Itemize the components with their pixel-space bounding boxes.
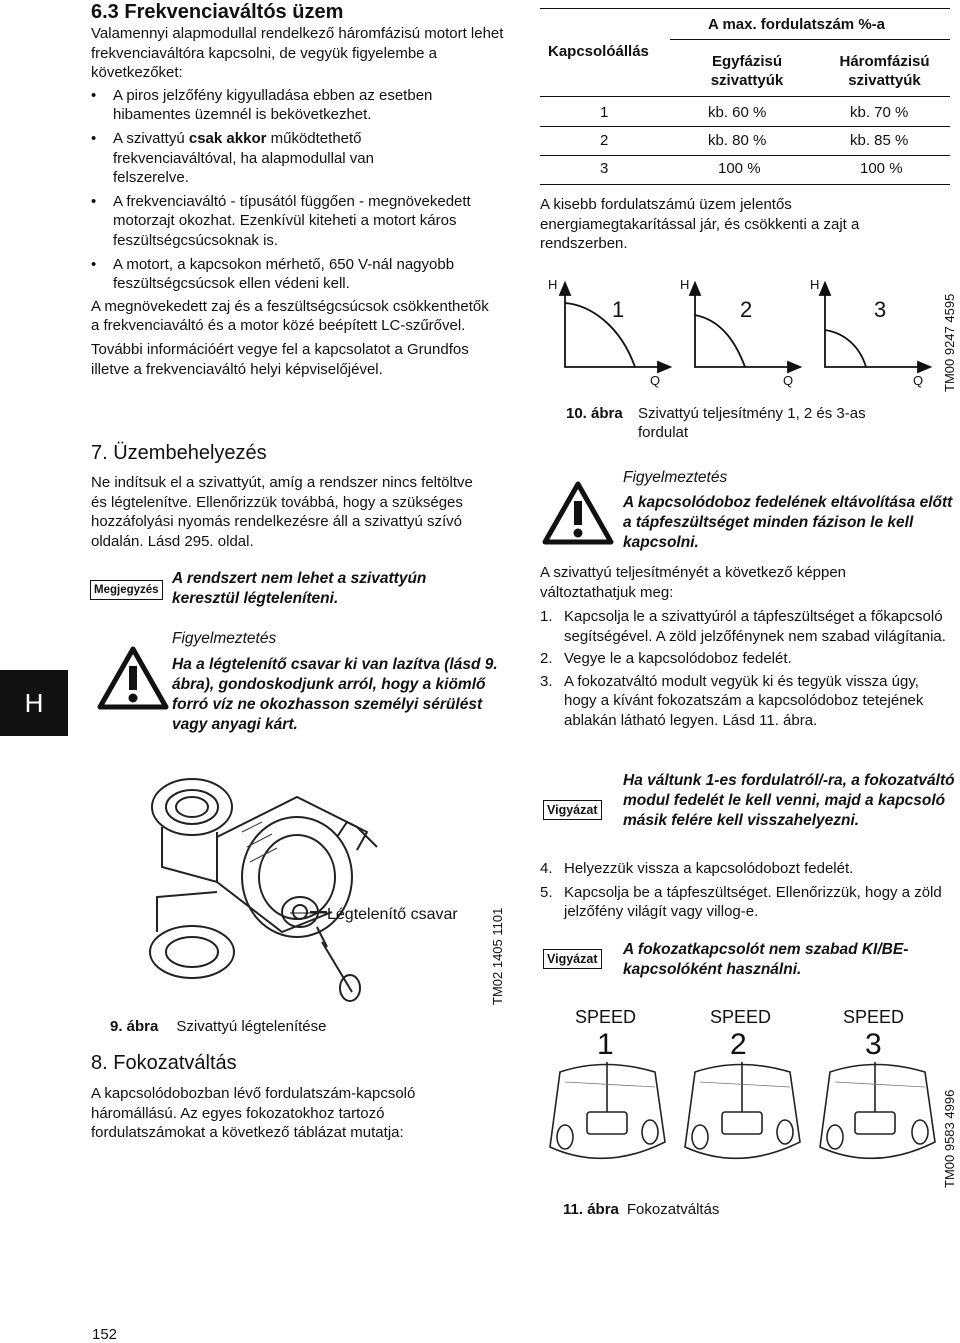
step-5-text: Kapcsolja be a tápfeszültséget. Ellenőrizzük, hogy a zöld jelzőfény világít vagy villog-e. [564,883,942,921]
hq-curves-axes [540,275,940,400]
curve1-h-label: H [548,277,558,292]
table-row [540,104,950,128]
bullet-1: • A piros jelzőfény kigyulladása ebben az esetben hibamentes üzemnél is bekövetkezhet. [91,86,503,125]
step-2-text: Vegye le a kapcsolódoboz fedelét. [564,650,792,668]
speed-switch-boxes [545,1062,940,1182]
callout-line [290,903,330,923]
curve1-q-label: Q [650,373,661,388]
table-cell: 2 [600,132,609,149]
warning-triangle-icon [97,646,169,710]
steps-intro: A szivattyú teljesítményét a következő képpen változtathatjuk meg: [540,564,846,601]
step-2 [540,649,955,669]
fig9-caption [110,1017,326,1036]
note-label: Megjegyzés [90,580,163,600]
curve3-h-label: H [810,277,820,292]
speed-number-1: 1 [597,1028,614,1061]
warning-text-2: A kapcsolódoboz fedelének eltávolítása előtt a tápfeszültséget minden fázison le kell kapcsolni. [623,494,953,551]
speed-label-1: SPEED [575,1007,637,1027]
section-7-body: Ne indítsuk el a szivattyút, amíg a rendszer nincs feltöltve és légtelenítve. Ellenőrizzük továbbá, hogy a szükséges hozzáfolyási nyomás rendelkezésre áll a szivattyú szívó oldalán. Lásd 295. oldal. [91,474,473,550]
caution-text-2: A fokozatkapcsolót nem szabad KI/BE-kapcsolóként használni. [623,941,909,978]
table-cell: 3 [600,160,609,177]
bullet-4: • A motort, a kapcsokon mérhető, 650 V-nál nagyobb feszültségcsúcsok ellen védeni kell. [91,255,498,294]
bullet-2-pre: A szivattyú [113,129,189,147]
section-8-title: 8. Fokozatváltás [91,1052,237,1074]
caution-text-1: Ha váltunk 1-es fordulatról/-ra, a fokozatváltó modul fedelét le kell venni, majd a kapcsoló másik felére kell visszahelyezni. [623,772,955,829]
speed-number-3: 3 [865,1028,882,1061]
table-row [540,132,950,156]
fig11-number: 11. ábra [563,1201,619,1218]
table-group-header: A max. fordulatszám %-a [708,16,885,33]
curve2-q-label: Q [783,373,794,388]
curve1-number: 1 [612,297,625,322]
table-col3-header: Háromfázisú szivattyúk [839,53,930,89]
steps-list-2 [540,859,955,922]
step-4-number: 4. [540,860,553,877]
curve3-number: 3 [874,297,887,322]
section-6-3-body [91,24,511,379]
table-col2-header: Egyfázisú szivattyúk [710,53,784,89]
bullet-3: • A frekvenciaváltó - típusától függően - megnövekedett motorzajt okozhat. Ezenkívül kiteheti a motort káros feszültségcsúcsoknak is. [91,192,498,251]
warning-title: Figyelmeztetés [172,630,277,647]
fig11-code: TM00 9583 4996 [942,1089,957,1188]
step-4-text: Helyezzük vissza a kapcsolódobozt fedelét. [564,860,854,877]
curve2-h-label: H [680,277,690,292]
page-number: 152 [92,1326,118,1343]
fig11-caption [563,1200,719,1219]
step-1 [540,607,955,646]
pump-venting-illustration [122,752,462,1002]
bullet-2-bold: csak akkor [188,129,267,147]
table-cell: kb. 85 % [850,132,909,149]
section-6-3-title: 6.3 Frekvenciaváltós üzem [91,1,344,23]
speed-switch-figure [545,1002,940,1182]
language-tab: H [0,670,68,736]
table-cell: kb. 60 % [708,104,767,121]
fig10-code: TM00 9247 4595 [942,293,957,392]
step-2-number: 2. [540,650,553,668]
step-3 [540,672,955,731]
step-1-text: Kapcsolja le a szivattyúról a tápfeszültséget a főkapcsoló segítségével. A zöld jelzőfénynek nem szabad világítania. [564,608,946,645]
para-contact: További információért vegye fel a kapcsolatot a Grundfos illetve a frekvenciaváltó helyi képviselőjével. [91,340,469,378]
speed-label-3: SPEED [843,1007,905,1027]
fig9-code: TM02 1405 1101 [490,907,505,1005]
step-4 [540,859,955,879]
step-1-number: 1. [540,608,553,625]
fig9-caption-text: Szivattyú légtelenítése [176,1018,327,1035]
fig10-caption-text: Szivattyú teljesítmény 1, 2 és 3-as fordulat [638,405,866,441]
energy-saving-text: A kisebb fordulatszámú üzem jelentős energiamegtakarítással jár, és csökkenti a zajt a rendszerben. [540,196,860,253]
caution-label-1: Vigyázat [543,800,602,820]
bullet-2-post: működtethető frekvenciaváltóval, ha alapmodullal van felszerelve. [113,129,374,187]
table-cell: kb. 80 % [708,132,767,149]
curve2-number: 2 [740,297,753,322]
warning-text: Ha a légtelenítő csavar ki van lazítva (lásd 9. ábra), gondoskodjunk arról, hogy a kiömlő forró víz ne okozhasson személyi sérülést vagy anyagi kárt. [172,656,498,733]
note-text: A rendszert nem lehet a szivattyún keresztül légteleníteni. [172,570,427,607]
table-cell: 100 % [718,160,761,177]
table-cell: 100 % [860,160,903,177]
para-lc-filter: A megnövekedett zaj és a feszültségcsúcsok csökkenthetők a frekvenciaváltó és a motor közé beépített LC-szűrővel. [91,297,489,335]
speed-table [540,8,950,184]
speed-number-2: 2 [730,1028,747,1061]
steps-list [540,607,955,731]
step-3-number: 3. [540,672,553,690]
intro-text: Valamennyi alapmodullal rendelkező háromfázisú motort lehet frekvenciaváltóra kapcsolni, de vegyük figyelembe a következőket: [91,25,504,82]
step-3-text: A fokozatváltó modult vegyük ki és tegyük vissza úgy, hogy a kívánt fokozatszám a kapcsolódoboz tetejének ablakán látható legyen. Lásd 11. ábra. [564,672,924,729]
section-7-title: 7. Üzembehelyezés [91,442,267,464]
hq-curves-figure [540,275,940,400]
fig11-caption-text: Fokozatváltás [626,1201,720,1218]
venting-screw-callout: Légtelenítő csavar [327,906,458,923]
table-cell: 1 [600,104,609,121]
table-row [540,160,950,184]
caution-label-2: Vigyázat [543,949,602,969]
step-5 [540,883,955,922]
fig9-number: 9. ábra [110,1018,159,1035]
curve3-q-label: Q [913,373,924,388]
fig10-number: 10. ábra [566,405,623,422]
bullet-2 [91,129,443,188]
table-col1-header: Kapcsolóállás [548,43,649,60]
step-5-number: 5. [540,883,553,901]
warning-triangle-icon-2 [542,481,614,545]
speed-label-2: SPEED [710,1007,772,1027]
warning-title-2: Figyelmeztetés [623,469,728,486]
section-8-body: A kapcsolódobozban lévő fordulatszám-kapcsoló háromállású. Az egyes fokozatokhoz tartozó fordulatszámokat a következő táblázat mutatja: [91,1085,416,1142]
table-cell: kb. 70 % [850,104,909,121]
